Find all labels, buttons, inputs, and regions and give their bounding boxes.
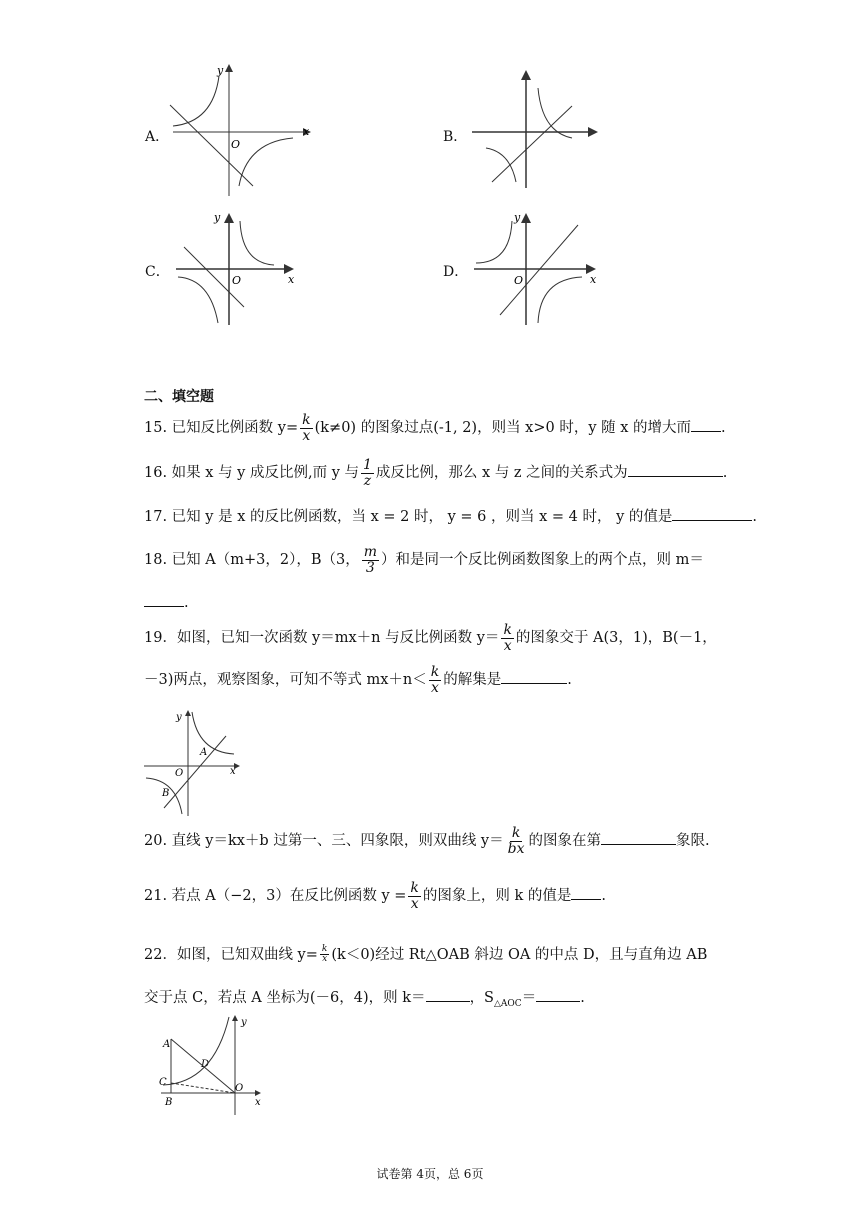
question-22-continued: 交于点 C，若点 A 坐标为(－6，4)，则 k＝ ，$S_{\triangle AOC}=$ . [144,990,585,1009]
question-16: 16. 如果 x 与 y 成反比例,而 y 与 $\frac{1}{z}$ 成反比例，那么 x 与 z 之间的关系式为 . [144,457,728,489]
axis-y-label: y [214,211,221,224]
option-c-graph [170,207,302,329]
question-22: 22．如图，已知双曲线 y= $\frac{k}{x}$ (k＜0)经过 Rt△OAB 斜边 OA 的中点 D，且与直角边 AB [144,944,708,965]
answer-blank [536,1000,580,1002]
question-15: 15. 已知反比例函数 y= $\frac{k}{x}$ (k≠0) 的图象过点(-1, 2)，则当 x>0 时，y 随 x 的增大而 . [144,412,726,444]
answer-blank [501,682,567,684]
option-d-graph [470,207,604,329]
axis-y-label: y [514,211,521,224]
point-a-label: A [163,1039,171,1050]
answer-blank [691,430,721,432]
axis-y-label: y [217,64,224,77]
axis-x-label: x [303,125,310,138]
axis-y-label: y [241,1017,247,1028]
option-a-label: A． [145,129,170,145]
point-b-label: B [162,788,170,799]
option-d-label: D． [443,264,469,280]
axis-x-label: x [255,1097,261,1108]
option-a-graph [165,62,315,198]
page-footer: 试卷第 4页，总 6页 [376,1167,484,1181]
option-c-label: C． [145,264,170,280]
origin-label: O [232,274,242,287]
axis-x-label: x [288,273,295,286]
point-a-label: A [200,747,208,758]
option-b-label: B． [443,129,468,145]
question-19-continued: －3)两点，观察图象，可知不等式 mx＋n＜ $\frac{k}{x}$ 的解集是 . [144,664,572,696]
answer-blank [628,475,723,477]
axis-x-label: x [230,766,236,777]
option-b-graph [470,66,610,188]
answer-blank [601,843,676,845]
answer-blank [144,605,184,607]
point-c-label: C [159,1077,167,1088]
axis-y-label: y [176,712,182,723]
answer-blank [426,1000,470,1002]
question-18-continued: . [144,596,189,611]
origin-label: O [231,138,241,151]
question-18: 18. 已知 A（m+3，2），B（3， $\frac{m}{3}$ ）和是同一个反比例函数图象上的两个点，则 m＝ [144,544,704,576]
point-d-label: D [201,1059,210,1070]
origin-label: O [514,274,524,287]
answer-blank [672,519,752,521]
section-title: 二、填空题 [144,389,214,405]
question-19: 19．如图，已知一次函数 y＝mx＋n 与反比例函数 y＝ $\frac{k}{x}$ 的图象交于 A(3，1)，B(－1， [144,622,717,654]
answer-blank [571,898,601,900]
origin-label: O [235,1083,244,1094]
question-22-figure [157,1013,265,1117]
question-20: 20. 直线 y＝kx＋b 过第一、三、四象限，则双曲线 y＝ $\frac{k}{bx}$ 的图象在第 象限. [144,825,710,857]
point-b-label: B [165,1097,173,1108]
question-17: 17. 已知 y 是 x 的反比例函数，当 x = 2 时， y = 6 ，则当 x = 4 时， y 的值是 . [144,509,757,525]
question-21: 21. 若点 A（−2，3）在反比例函数 y = $\frac{k}{x}$ 的图象上，则 k 的值是 . [144,880,607,912]
question-19-figure [142,708,242,818]
origin-label: O [175,768,184,779]
axis-x-label: x [590,273,597,286]
